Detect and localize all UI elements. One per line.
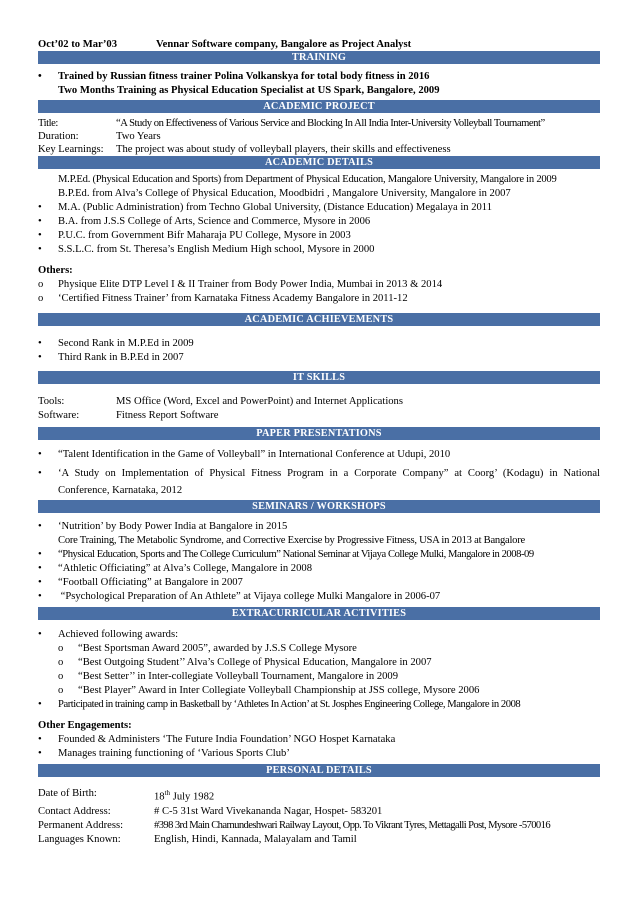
list-item	[38, 215, 600, 228]
paper-item: ‘A Study on Implementation of Physical Fitness Program in a Corporate Company” at Coorg’ (Kodagu) in National	[58, 468, 600, 479]
list-item	[38, 548, 600, 561]
list-item	[38, 520, 600, 533]
bullet-marker: •	[38, 202, 42, 213]
list-item	[38, 628, 600, 641]
bullet-marker: •	[38, 244, 42, 255]
project-label: Duration:	[38, 131, 79, 142]
bullet-marker: •	[38, 563, 42, 574]
seminar-item: ‘Nutrition’ by Body Power India at Bangalore in 2015	[58, 521, 288, 532]
bullet-marker: •	[38, 71, 42, 82]
list-item	[38, 448, 600, 461]
personal-value: # C-5 31st Ward Vivekananda Nagar, Hospet- 583201	[154, 805, 383, 817]
personal-label: Permanent Address:	[38, 819, 124, 831]
dob-rest: July 1982	[170, 791, 215, 803]
bullet-marker: •	[38, 549, 42, 560]
bullet-marker: •	[38, 699, 42, 710]
list-item	[38, 684, 600, 697]
others-title: Others:	[38, 265, 73, 276]
list-item	[38, 747, 600, 760]
bullet-marker: •	[38, 591, 42, 602]
section-header-academic: ACADEMIC DETAILS	[38, 156, 600, 169]
seminar-item: “Athletic Officiating” at Alva’s College, Mangalore in 2008	[58, 563, 312, 574]
list-item	[38, 70, 600, 83]
other-item: Physique Elite DTP Level I & II Trainer from Body Power India, Mumbai in 2013 & 2014	[58, 279, 443, 290]
paper-item: “Talent Identification in the Game of Volleyball” in International Conference at Udupi, 2010	[58, 449, 451, 460]
seminar-item: “Football Officiating” at Bangalore in 2007	[58, 577, 243, 588]
list-item	[38, 337, 600, 350]
section-header-papers: PAPER PRESENTATIONS	[38, 427, 600, 440]
skills-value: MS Office (Word, Excel and PowerPoint) and Internet Applications	[116, 396, 403, 407]
training-item: Trained by Russian fitness trainer Polina Volkanskya for total body fitness in 2016	[58, 71, 430, 82]
degree-line: B.P.Ed. from Alva’s College of Physical Education, Moodbidri , Mangalore University, Mangalore in 2007	[58, 188, 511, 199]
camp-item: Participated in training camp in Basketball by ‘Athletes In Action’ at St. Josphes Engineering College, Mangalore in 2008	[58, 699, 521, 710]
list-item	[38, 562, 600, 575]
skills-label: Tools:	[38, 396, 65, 407]
personal-value: English, Hindi, Kannada, Malayalam and Tamil	[154, 833, 357, 845]
section-header-personal: PERSONAL DETAILS	[38, 764, 600, 777]
other-engagements-title: Other Engagements:	[38, 720, 132, 731]
section-header-seminars: SEMINARS / WORKSHOPS	[38, 500, 600, 513]
list-item	[38, 243, 600, 256]
circle-marker: o	[38, 279, 44, 290]
dob-label: Date of Birth:	[38, 788, 97, 799]
engagement-item: Manages training functioning of ‘Various Sports Club’	[58, 748, 290, 759]
section-header-project: ACADEMIC PROJECT	[38, 100, 600, 113]
project-row	[38, 143, 600, 156]
degree-item: B.A. from J.S.S College of Arts, Science and Commerce, Mysore in 2006	[58, 216, 371, 227]
experience-period: Oct’02 to Mar’03	[38, 39, 118, 50]
list-item	[38, 278, 600, 291]
seminar-item: Core Training, The Metabolic Syndrome, and Corrective Exercise by Progressive Fitness, USA in 2013 at Bangalore	[58, 535, 525, 546]
personal-row	[38, 833, 600, 846]
achievement-item: Second Rank in M.P.Ed in 2009	[58, 338, 194, 349]
bullet-marker: •	[38, 748, 42, 759]
seminar-item: “Physical Education, Sports and The College Curriculum” National Seminar at Vijaya College Mulki, Mangalore in 2008-09	[58, 549, 534, 560]
skills-value: Fitness Report Software	[116, 410, 219, 421]
bullet-marker: •	[38, 734, 42, 745]
project-label: Key Learnings:	[38, 144, 104, 155]
paper-item-continued: Conference, Karnataka, 2012	[58, 485, 183, 496]
list-item	[38, 467, 600, 480]
list-item	[38, 292, 600, 305]
personal-row	[38, 805, 600, 818]
bullet-marker: •	[38, 449, 42, 460]
bullet-marker: •	[38, 468, 42, 479]
personal-row	[38, 787, 600, 804]
degree-item: M.A. (Public Administration) from Techno Global University, (Distance Education) Megalaya in 2011	[58, 202, 493, 213]
circle-marker: o	[38, 293, 44, 304]
degree-line: M.P.Ed. (Physical Education and Sports) from Department of Physical Education, Mangalore University, Mangalore in 2009	[58, 174, 557, 185]
award-item: “Best Outgoing Student’’ Alva’s College of Physical Education, Mangalore in 2007	[78, 657, 432, 668]
circle-marker: o	[58, 685, 64, 696]
dob-day: 18	[154, 791, 165, 803]
list-item	[38, 670, 600, 683]
dob-value	[154, 787, 214, 804]
bullet-marker: •	[38, 577, 42, 588]
bullet-marker: •	[38, 230, 42, 241]
list-item	[38, 229, 600, 242]
project-row	[38, 117, 600, 130]
project-value: Two Years	[116, 131, 161, 142]
circle-marker: o	[58, 643, 64, 654]
awards-intro: Achieved following awards:	[58, 629, 179, 640]
skills-label: Software:	[38, 410, 80, 421]
personal-label: Contact Address:	[38, 805, 111, 817]
bullet-marker: •	[38, 352, 42, 363]
personal-label: Languages Known:	[38, 833, 121, 845]
degree-item: P.U.C. from Government Bifr Maharaja PU College, Mysore in 2003	[58, 230, 351, 241]
project-row	[38, 130, 600, 143]
project-value: “A Study on Effectiveness of Various Service and Blocking In All India Inter-University Volleyball Tournament”	[116, 118, 545, 129]
award-item: “Best Setter’’ in Inter-collegiate Volleyball Tournament, Mangalore in 2009	[78, 671, 399, 682]
other-item: ‘Certified Fitness Trainer’ from Karnataka Fitness Academy Bangalore in 2011-12	[58, 293, 408, 304]
list-item	[38, 733, 600, 746]
bullet-marker: •	[38, 216, 42, 227]
circle-marker: o	[58, 657, 64, 668]
bullet-marker: •	[38, 338, 42, 349]
dob-suffix: th	[164, 789, 171, 797]
section-header-it-skills: IT SKILLS	[38, 371, 600, 384]
skills-row	[38, 395, 600, 408]
award-item: “Best Player” Award in Inter Collegiate Volleyball Championship at JSS college, Mysore 2006	[78, 685, 480, 696]
personal-row	[38, 819, 600, 832]
personal-value: #398 3rd Main Chamundeshwari Railway Layout, Opp. To Vikrant Tyres, Mettagalli Post, Mysore -570016	[154, 819, 551, 831]
list-item	[38, 698, 600, 711]
seminar-item: “Psychological Preparation of An Athlete” at Vijaya college Mulki Mangalore in 2006-07	[58, 591, 441, 602]
experience-company: Vennar Software company, Bangalore as Project Analyst	[156, 39, 412, 50]
section-header-training: TRAINING	[38, 51, 600, 64]
list-item	[38, 656, 600, 669]
experience-line	[38, 38, 600, 51]
project-label: Title:	[38, 118, 58, 129]
bullet-marker: •	[38, 521, 42, 532]
project-value: The project was about study of volleyball players, their skills and effectiveness	[116, 144, 451, 155]
list-item	[38, 590, 600, 603]
degree-item: S.S.L.C. from St. Theresa’s English Medium High school, Mysore in 2000	[58, 244, 375, 255]
training-item: Two Months Training as Physical Education Specialist at US Spark, Bangalore, 2009	[58, 85, 440, 96]
achievement-item: Third Rank in B.P.Ed in 2007	[58, 352, 184, 363]
list-item	[38, 351, 600, 364]
bullet-marker: •	[38, 629, 42, 640]
list-item	[38, 201, 600, 214]
section-header-achievements: ACADEMIC ACHIEVEMENTS	[38, 313, 600, 326]
resume-page	[38, 38, 600, 846]
section-header-extracurricular: EXTRACURRICULAR ACTIVITIES	[38, 607, 600, 620]
circle-marker: o	[58, 671, 64, 682]
skills-row	[38, 409, 600, 422]
list-item	[38, 642, 600, 655]
engagement-item: Founded & Administers ‘The Future India Foundation’ NGO Hospet Karnataka	[58, 734, 396, 745]
award-item: “Best Sportsman Award 2005”, awarded by J.S.S College Mysore	[78, 643, 357, 654]
list-item	[38, 576, 600, 589]
